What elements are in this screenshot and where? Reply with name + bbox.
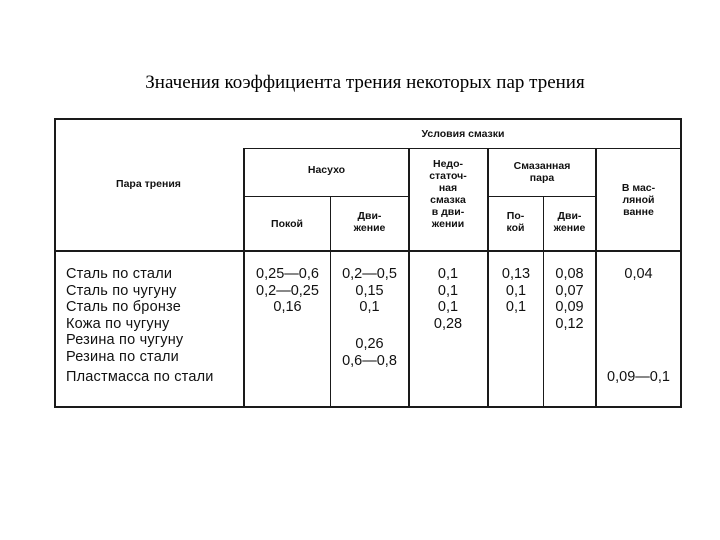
- lub-sub-rule: [488, 196, 596, 197]
- header-lub-motion: Дви- жение: [553, 210, 586, 234]
- cell-insufficient: 0,28: [433, 315, 463, 332]
- header-pair: Пара трения: [116, 178, 181, 190]
- cell-lub-rest: 0,1: [505, 282, 527, 299]
- table-right-rule: [680, 118, 682, 408]
- header-dry-rest: Покой: [271, 218, 303, 230]
- table-bottom-rule: [54, 406, 682, 408]
- friction-table: [54, 118, 682, 408]
- cell-lub-motion: 0,09: [555, 299, 584, 316]
- cell-insufficient: 0,1: [437, 282, 459, 299]
- header-dry-motion: Дви- жение: [353, 210, 386, 234]
- row-pair: Сталь по бронзе: [66, 299, 181, 316]
- header-lubricated: Смазанная пара: [513, 160, 571, 184]
- cell-dry-rest: 0,25—0,6: [256, 266, 319, 282]
- cell-dry-motion: 0,2—0,5: [342, 266, 397, 282]
- cell-lub-rest: 0,13: [501, 266, 531, 282]
- cell-lub-motion: 0,08: [555, 266, 584, 282]
- slide-title: Значения коэффициента трения некоторых пар трения: [145, 72, 585, 93]
- row-pair: Резина по чугуну: [66, 332, 184, 349]
- header-sub-rule: [244, 148, 682, 149]
- cell-dry-motion: 0,15: [355, 282, 384, 299]
- header-insufficient: Недо- статоч- ная смазка в дви- жении: [429, 158, 467, 230]
- table-left-rule: [54, 118, 56, 408]
- cell-lub-motion: 0,07: [555, 282, 584, 299]
- row-pair: Резина по стали: [66, 349, 179, 365]
- cell-oil-bath: 0,04: [624, 266, 653, 282]
- table-top-rule: [54, 118, 682, 120]
- cell-insufficient: 0,1: [437, 299, 459, 316]
- cell-lub-motion: 0,12: [555, 315, 584, 332]
- cell-oil-bath: 0,09—0,1: [607, 369, 670, 385]
- row-pair: Пластмасса по стали: [66, 369, 214, 385]
- row-pair: Сталь по чугуну: [66, 282, 177, 299]
- cell-insufficient: 0,1: [437, 266, 459, 282]
- dry-sub-rule: [244, 196, 409, 197]
- cell-dry-motion: 0,6—0,8: [342, 353, 397, 369]
- header-dry: Насухо: [307, 164, 346, 176]
- row-pair: Кожа по чугуну: [66, 315, 170, 332]
- header-oil-bath: В мас- ляной ванне: [621, 182, 656, 218]
- header-lub-rest: По- кой: [506, 210, 525, 234]
- cell-dry-motion: 0,26: [355, 336, 384, 353]
- cell-lub-rest: 0,1: [505, 299, 527, 316]
- header-conditions: Условия смазки: [421, 128, 505, 140]
- row-pair: Сталь по стали: [66, 266, 173, 282]
- header-bottom-rule: [54, 250, 682, 252]
- cell-dry-rest: 0,2—0,25: [256, 282, 319, 299]
- cell-dry-motion: 0,1: [359, 299, 380, 316]
- cell-dry-rest: 0,16: [273, 299, 302, 316]
